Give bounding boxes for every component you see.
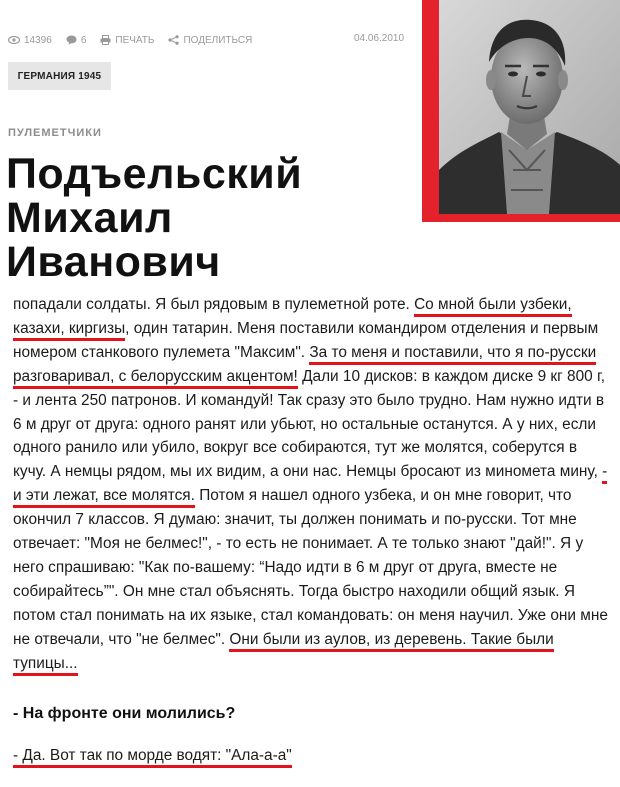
text-segment: , один татарин. Меня поставили командиром отделения и первым номером станкового пулемета "Максим". [13, 319, 599, 361]
highlighted-text: Они были из аулов, из деревень. Такие были тупицы... [13, 631, 554, 676]
share-label: ПОДЕЛИТЬСЯ [183, 34, 253, 46]
highlighted-text: Со мной были узбеки, казахи, киргизы [13, 296, 572, 341]
category-label[interactable]: ПУЛЕМЕТЧИКИ [8, 127, 102, 139]
comments-count: 6 [80, 34, 87, 46]
share-button[interactable] [168, 35, 252, 46]
publish-date: 04.06.2010 [354, 33, 405, 44]
text-segment: Дали 10 дисков: в каждом диске 9 кг 800 г, - и лента 250 патронов. И командуй! Так сразу это было трудно. Нам нужно идти в 6 м друг от друга: одного ранят или убьют, но остальные останутся. А у них, если одного ранило или убило, вокруг все собираются, тут же молятся, соберутся в кучу. А немцы рядом, мы их видим, а они нас. Немцы бросают из миномета мину, [13, 367, 606, 481]
interview-question: - На фронте они молились? [13, 705, 236, 722]
title-line: Михаил [6, 194, 173, 242]
article-body [13, 293, 613, 676]
highlighted-text: - и эти лежат, все молятся. [13, 463, 607, 508]
title-line: Подъельский [6, 150, 303, 198]
print-button[interactable] [100, 35, 154, 46]
highlighted-text: За то меня и поставили, что я по-русски разговаривал, с белорусским акцентом! [13, 344, 596, 389]
article-paragraph [13, 293, 613, 676]
article-meta-bar [8, 33, 408, 47]
title-line: Иванович [6, 238, 221, 286]
page-title [6, 152, 386, 284]
portrait-photo [439, 0, 620, 214]
interview-answer [13, 747, 292, 765]
printer-icon [100, 35, 111, 45]
views-count: 14396 [24, 34, 52, 46]
text-segment: Потом я нашел одного узбека, и он мне говорит, что окончил 7 классов. Я думаю: значит, ты должен понимать и по-русски. Тот мне отвечает: "Моя не белмес!", - то есть не понимает. А те только знают "дай!". Я у него спрашиваю: "Как по-вашему: “Надо идти в 6 м друг от друга, вместе не собирайтесь”". Он мне стал объяснять. Тогда быстро находили общий язык. Я потом стал понимать на их языке, стал командовать: он меня научил. Уже они мне не отвечали, что "не белмес". [13, 487, 608, 648]
highlighted-text: - Да. Вот так по морде водят: "Ала-а-а" [13, 747, 292, 768]
share-icon [168, 35, 179, 45]
comments-link[interactable] [66, 35, 87, 46]
comment-icon [66, 35, 77, 45]
eye-icon [8, 36, 20, 44]
views-counter [8, 35, 52, 46]
topic-tag[interactable]: ГЕРМАНИЯ 1945 [8, 62, 111, 90]
print-label: ПЕЧАТЬ [115, 34, 155, 46]
text-segment: попадали солдаты. Я был рядовым в пулеметной роте. [13, 296, 415, 313]
